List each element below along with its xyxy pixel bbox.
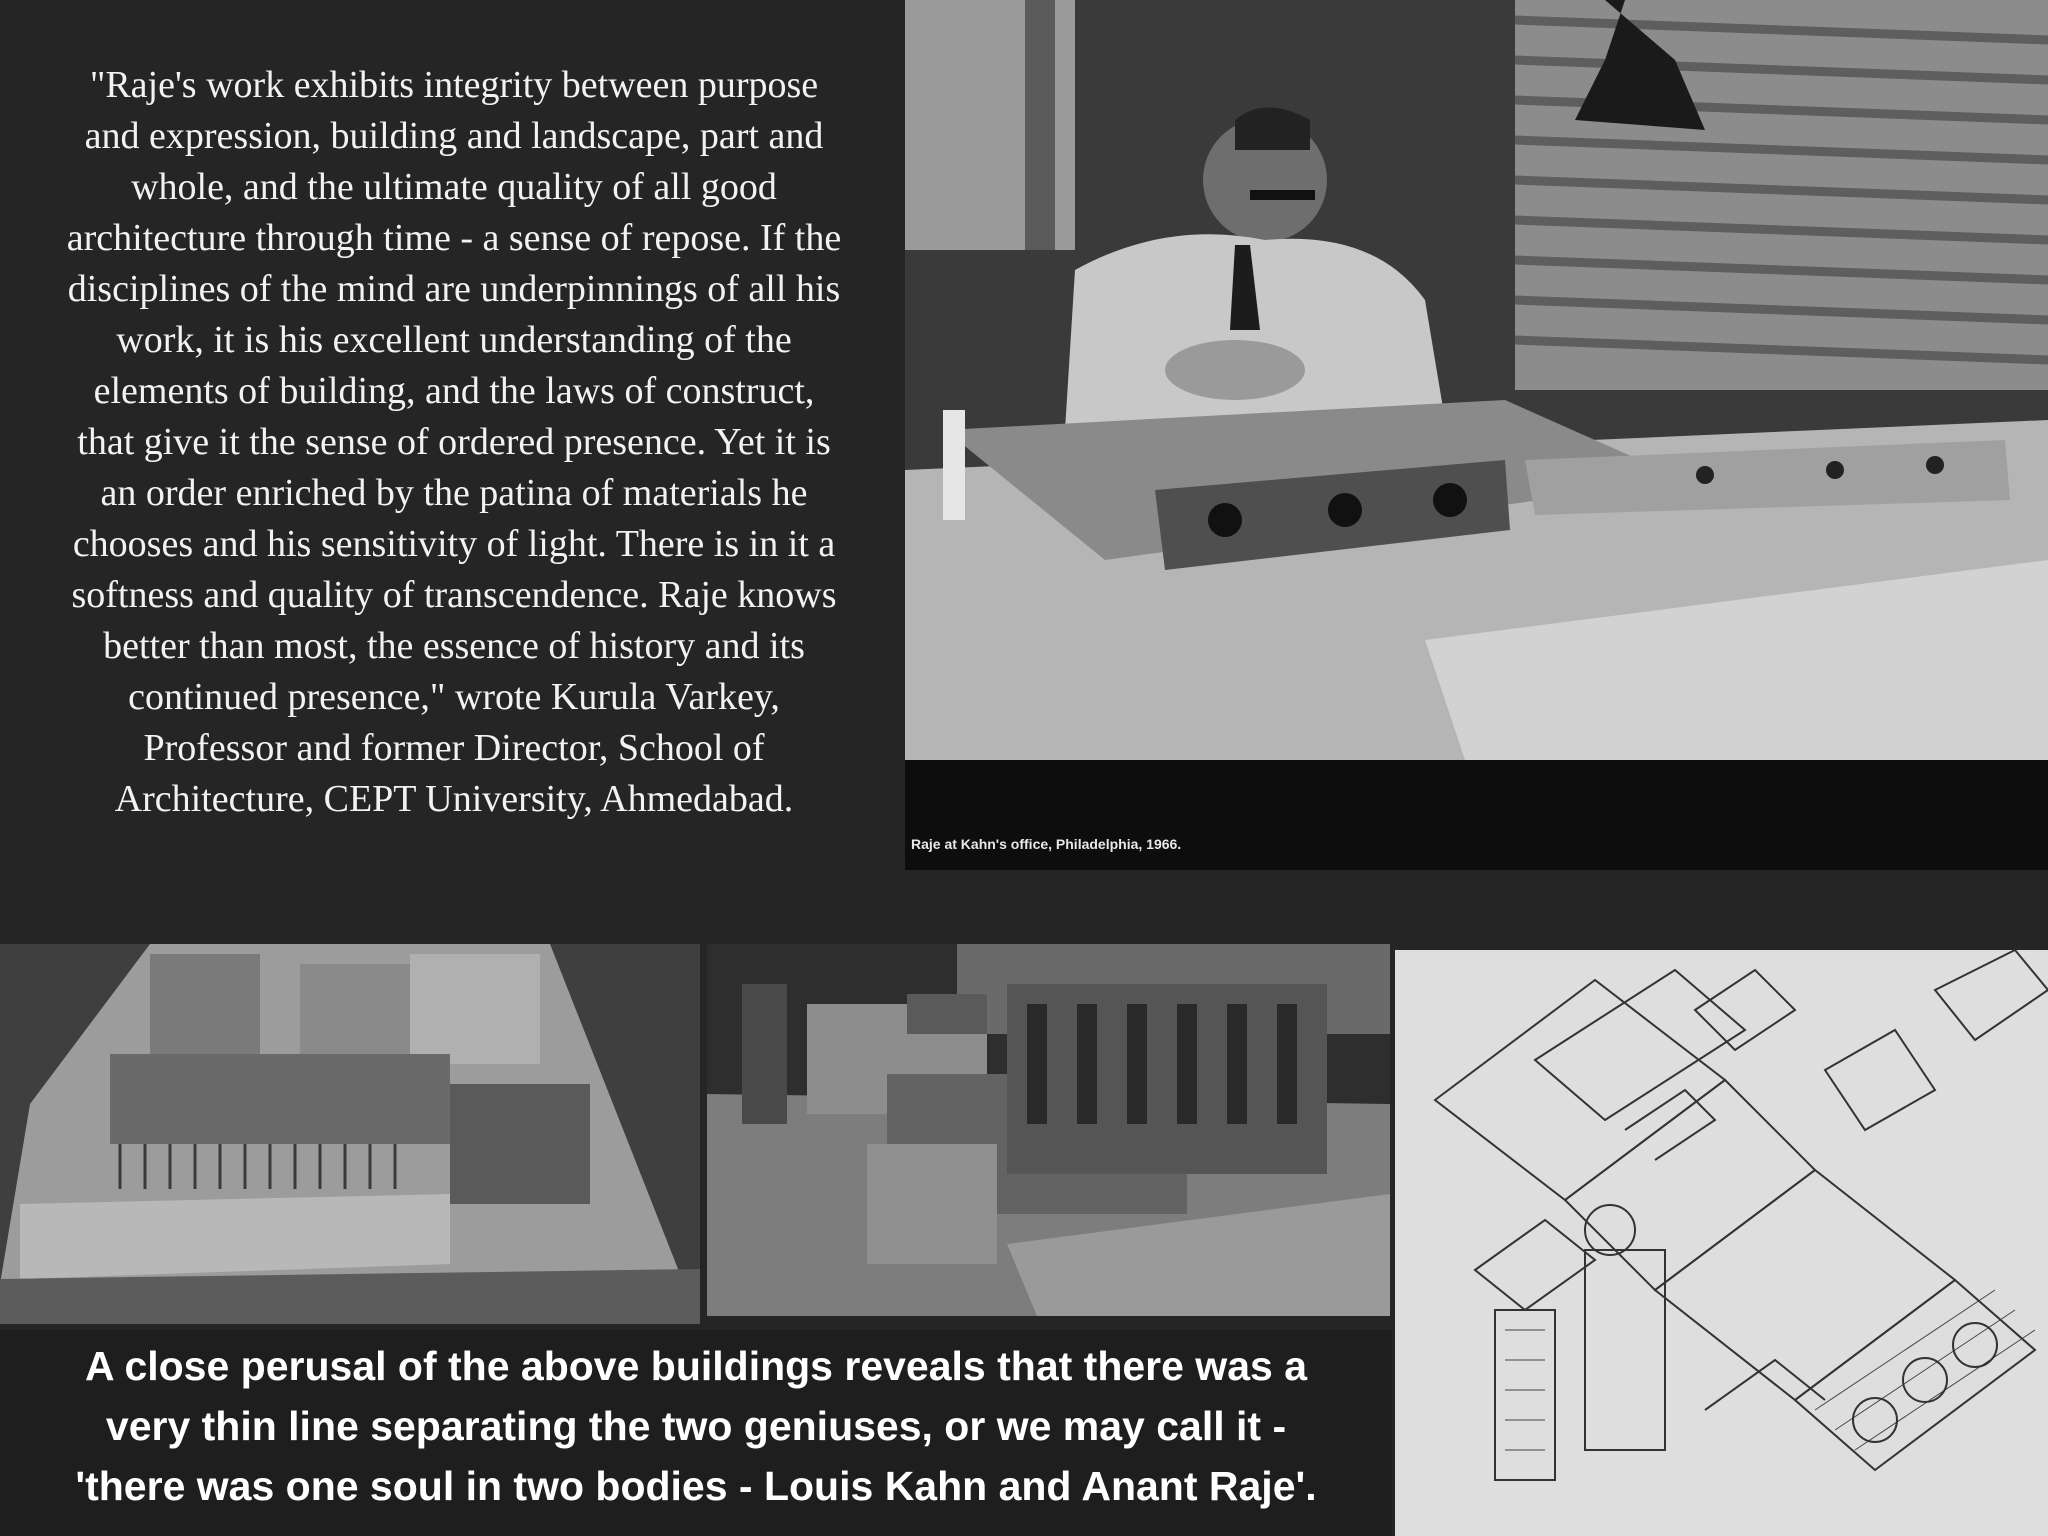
quote-line: Professor and former Director, School of [143,727,765,769]
architect-photo [905,0,2048,870]
building-model-photo-1 [0,944,700,1324]
quote-line: whole, and the ultimate quality of all good [131,166,777,208]
quote-line: chooses and his sensitivity of light. There is in it a [72,523,836,565]
building-model-1-illustration [0,944,700,1324]
architect-photo-illustration [905,0,2048,870]
bottom-caption [0,1336,1392,1516]
axonometric-drawing [1395,950,2048,1536]
quote-line: "Raje's work exhibits integrity between purpose [89,64,819,106]
quote-line: softness and quality of transcendence. Raje knows [71,574,837,616]
axonometric-drawing-illustration [1395,950,2048,1536]
quote-line: disciplines of the mind are underpinnings of all his [67,268,841,310]
quote-line: and expression, building and landscape, part and [84,115,824,157]
bottom-caption-line: 'there was one soul in two bodies - Louis Kahn and Anant Raje'. [75,1463,1317,1509]
quote-text [14,60,894,825]
quote-line: an order enriched by the patina of materials he [100,472,808,514]
quote-line: continued presence," wrote Kurula Varkey, [128,676,780,718]
building-model-2-illustration [707,944,1390,1316]
quote-line: work, it is his excellent understanding of the [116,319,792,361]
quote-line: better than most, the essence of history and its [103,625,805,667]
quote-line: elements of building, and the laws of construct, [93,370,815,412]
quote-line: Architecture, CEPT University, Ahmedabad. [114,778,794,820]
bottom-caption-line: A close perusal of the above buildings reveals that there was a [84,1343,1308,1389]
building-model-photo-2 [707,944,1390,1316]
quote-line: architecture through time - a sense of repose. If the [66,217,842,259]
bottom-caption-line: very thin line separating the two geniuses, or we may call it - [105,1403,1287,1449]
quote-line: that give it the sense of ordered presence. Yet it is [77,421,831,463]
photo-caption: Raje at Kahn's office, Philadelphia, 1966. [911,836,1182,852]
